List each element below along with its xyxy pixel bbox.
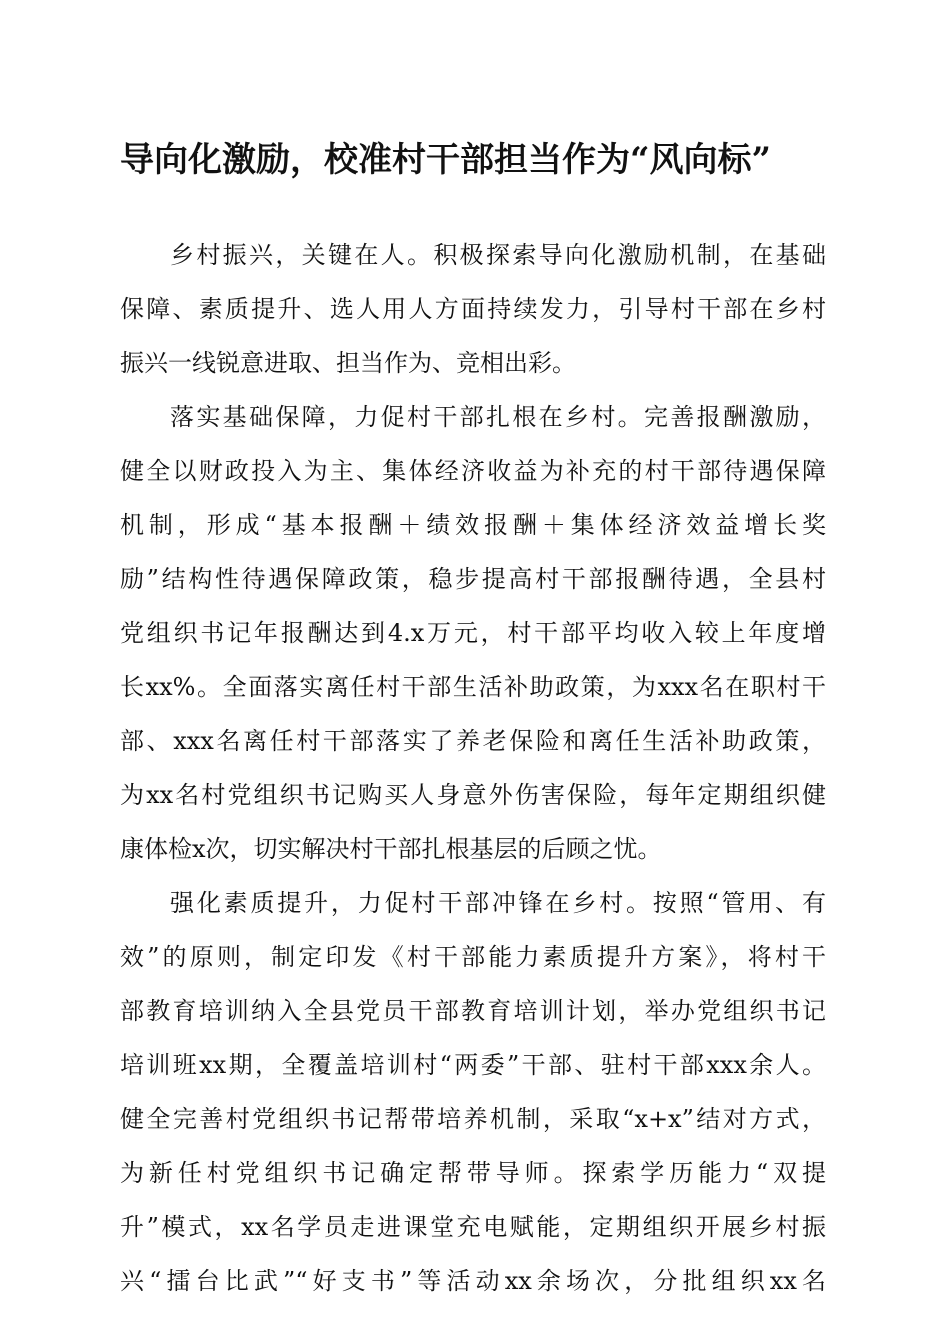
body-line-text: 乡村振兴，关键在人。积极探索导向化激励机制，在基础 <box>170 241 826 269</box>
body-line <box>120 282 826 336</box>
body-line-text: 长xx%。全面落实离任村干部生活补助政策，为xxx名在职村干 <box>120 673 826 701</box>
body-line <box>120 876 826 930</box>
body-line <box>120 930 826 984</box>
body-line <box>120 984 826 1038</box>
body-line-text: 为xx名村党组织书记购买人身意外伤害保险，每年定期组织健 <box>120 781 826 809</box>
body-line <box>120 660 826 714</box>
body-line-text: 升”模式，xx名学员走进课堂充电赋能，定期组织开展乡村振 <box>120 1213 826 1241</box>
body-line <box>120 390 826 444</box>
body-line <box>120 1254 826 1308</box>
body-line-text: 兴“擂台比武”“好支书”等活动xx余场次，分批组织xx名 <box>120 1267 826 1295</box>
body-line <box>120 1200 826 1254</box>
body-line <box>120 1092 826 1146</box>
body-line <box>120 822 826 876</box>
body-line <box>120 336 826 390</box>
body-line-text: 培训班xx期，全覆盖培训村“两委”干部、驻村干部xxx余人。 <box>120 1051 826 1079</box>
body-line <box>120 606 826 660</box>
body-line <box>120 444 826 498</box>
document-body <box>120 228 826 1308</box>
body-line <box>120 714 826 768</box>
body-line-text: 效”的原则，制定印发《村干部能力素质提升方案》，将村干 <box>120 943 826 971</box>
body-line-text: 落实基础保障，力促村干部扎根在乡村。完善报酬激励， <box>170 403 826 431</box>
body-line-text: 励”结构性待遇保障政策，稳步提高村干部报酬待遇，全县村 <box>120 565 826 593</box>
document-title: 导向化激励，校准村干部担当作为“风向标” <box>120 140 772 180</box>
body-line-text: 保障、素质提升、选人用人方面持续发力，引导村干部在乡村 <box>120 295 826 323</box>
body-line-text: 振兴一线锐意进取、担当作为、竞相出彩。 <box>120 349 576 377</box>
body-line-text: 为新任村党组织书记确定帮带导师。探索学历能力“双提 <box>120 1159 826 1187</box>
body-line-text: 健全以财政投入为主、集体经济收益为补充的村干部待遇保障 <box>120 457 826 485</box>
body-line-text: 部、xxx名离任村干部落实了养老保险和离任生活补助政策， <box>120 727 826 755</box>
body-line-text: 党组织书记年报酬达到4.x万元，村干部平均收入较上年度增 <box>120 619 826 647</box>
body-line-text: 健全完善村党组织书记帮带培养机制，采取“x+x”结对方式， <box>120 1105 826 1133</box>
body-line <box>120 1038 826 1092</box>
body-line <box>120 768 826 822</box>
body-line <box>120 498 826 552</box>
body-line-text: 机制，形成“基本报酬＋绩效报酬＋集体经济效益增长奖 <box>120 511 826 539</box>
body-line-text: 部教育培训纳入全县党员干部教育培训计划，举办党组织书记 <box>120 997 826 1025</box>
body-line <box>120 228 826 282</box>
body-line <box>120 552 826 606</box>
body-line-text: 强化素质提升，力促村干部冲锋在乡村。按照“管用、有 <box>170 889 826 917</box>
body-line-text: 康体检x次，切实解决村干部扎根基层的后顾之忧。 <box>120 835 662 863</box>
body-line <box>120 1146 826 1200</box>
